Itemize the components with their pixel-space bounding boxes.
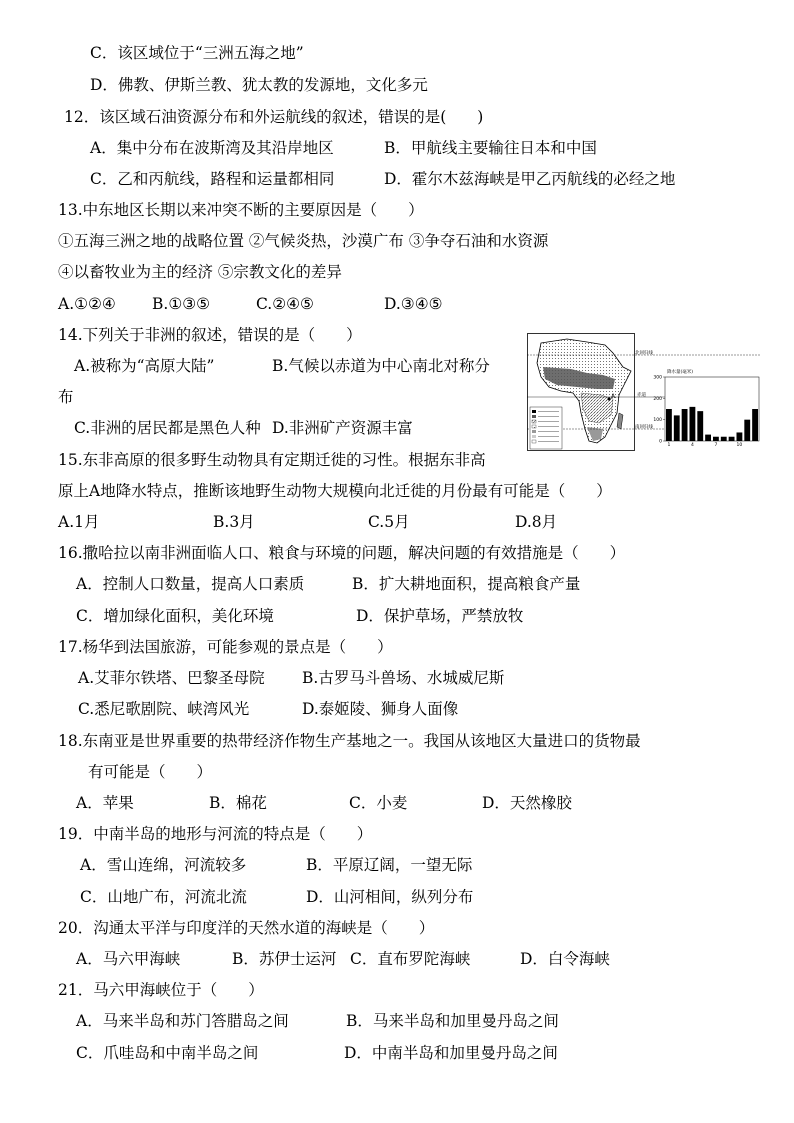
precip-bar-month-5 <box>697 411 703 441</box>
y-tick-label: 200 <box>653 396 662 402</box>
q14-option-a: A.被称为“高原大陆” <box>74 357 215 375</box>
x-tick-label: 10 <box>736 443 743 448</box>
q15-option-b: B.3月 <box>213 513 255 531</box>
precip-chart <box>653 368 759 448</box>
q14-stem: 14.下列关于非洲的叙述，错误的是（ ） <box>58 326 362 344</box>
precip-bar-month-8 <box>721 437 727 441</box>
precip-bar-month-4 <box>690 407 696 441</box>
q19-stem: 19．中南半岛的地形与河流的特点是（ ） <box>58 825 373 843</box>
q15-option-c: C.5月 <box>368 513 410 531</box>
equator-label: 赤道 <box>637 393 646 398</box>
precip-bar-month-12 <box>752 409 758 441</box>
q19-option-d: D．山河相间，纵列分布 <box>306 888 474 906</box>
q12-option-c: C．乙和丙航线，路程和运量都相同 <box>90 170 335 188</box>
q20-option-a: A．马六甲海峡 <box>76 950 181 968</box>
q16-option-a: A．控制人口数量，提高人口素质 <box>76 575 305 593</box>
q18-option-d: D．天然橡胶 <box>482 794 572 812</box>
q13-option-d: D.③④⑤ <box>384 295 443 313</box>
precip-bar-month-7 <box>713 437 719 441</box>
q13-option-b: B.①③⑤ <box>152 295 211 313</box>
q18-stem-line1: 18.东南亚是世界重要的热带经济作物生产基地之一。我国从该地区大量进口的货物最 <box>58 732 641 750</box>
q15-option-d: D.8月 <box>515 513 558 531</box>
q14-option-d: D.非洲矿产资源丰富 <box>272 419 413 437</box>
q18-option-a: A．苹果 <box>76 794 134 812</box>
q11-option-c: C．该区域位于“三洲五海之地” <box>90 44 304 62</box>
q12-option-b: B．甲航线主要输往日本和中国 <box>384 139 597 157</box>
precip-bar-month-9 <box>729 437 735 441</box>
africa-figure <box>527 333 761 451</box>
map-legend <box>530 407 562 449</box>
precip-bar-month-6 <box>705 435 711 441</box>
q18-stem-line2: 有可能是（ ） <box>88 763 213 781</box>
q21-option-a: A．马来半岛和苏门答腊岛之间 <box>76 1012 289 1030</box>
q13-line2: ④以畜牧业为主的经济 ⑤宗教文化的差异 <box>58 263 342 281</box>
q21-stem: 21．马六甲海峡位于（ ） <box>58 981 264 999</box>
q18-option-c: C．小麦 <box>349 794 408 812</box>
q16-option-b: B．扩大耕地面积，提高粮食产量 <box>352 575 581 593</box>
q14-option-c: C.非洲的居民都是黑色人种 <box>74 419 261 437</box>
q19-option-a: A．雪山连绵，河流较多 <box>80 856 247 874</box>
q15-stem-line1: 15.东非高原的很多野生动物具有定期迁徙的习性。根据东非高 <box>58 451 486 469</box>
x-tick-label: 1 <box>667 443 671 448</box>
q17-option-d: D.泰姬陵、狮身人面像 <box>302 700 459 718</box>
q20-option-d: D．白令海峡 <box>520 950 610 968</box>
africa-figure-svg <box>527 333 761 451</box>
q17-option-a: A.艾菲尔铁塔、巴黎圣母院 <box>78 669 265 687</box>
q11-option-d: D．佛教、伊斯兰教、犹太教的发源地，文化多元 <box>90 76 428 94</box>
y-tick-label: 300 <box>653 375 662 381</box>
point-a-label: A <box>611 393 616 400</box>
precip-bar-month-1 <box>666 409 672 441</box>
q16-stem: 16.撒哈拉以南非洲面临人口、粮食与环境的问题，解决问题的有效措施是（ ） <box>58 544 626 562</box>
q17-stem: 17.杨华到法国旅游，可能参观的景点是（ ） <box>58 638 393 656</box>
x-tick-label: 4 <box>690 443 694 448</box>
q13-stem: 13.中东地区长期以来冲突不断的主要原因是（ ） <box>58 201 424 219</box>
q14-option-b: B.气候以赤道为中心南北对称分 <box>272 357 490 375</box>
precip-bar-month-11 <box>744 420 750 441</box>
q15-stem-line2: 原上A地降水特点，推断该地野生动物大规模向北迁徙的月份最有可能是（ ） <box>58 482 612 500</box>
q20-option-b: B．苏伊士运河 <box>232 950 337 968</box>
q16-option-d: D．保护草场，严禁放牧 <box>356 607 524 625</box>
y-tick-label: 0 <box>659 439 662 445</box>
q20-option-c: C．直布罗陀海峡 <box>350 950 471 968</box>
q13-option-a: A.①②④ <box>58 295 116 313</box>
q15-option-a: A.1月 <box>58 513 100 531</box>
q21-option-d: D．中南半岛和加里曼丹岛之间 <box>344 1044 558 1062</box>
tropic-south-label: 南回归线 <box>635 425 653 430</box>
q17-option-c: C.悉尼歌剧院、峡湾风光 <box>78 700 250 718</box>
q16-option-c: C．增加绿化面积，美化环境 <box>76 607 274 625</box>
x-tick-label: 7 <box>714 443 718 448</box>
q19-option-b: B．平原辽阔，一望无际 <box>306 856 473 874</box>
precip-bar-month-3 <box>682 409 688 441</box>
y-tick-label: 100 <box>653 418 662 424</box>
precip-bar-month-2 <box>674 415 680 441</box>
q21-option-c: C．爪哇岛和中南半岛之间 <box>76 1044 259 1062</box>
q17-option-b: B.古罗马斗兽场、水城威尼斯 <box>302 669 505 687</box>
precip-bar-month-10 <box>737 432 743 441</box>
q19-option-c: C．山地广布，河流北流 <box>80 888 247 906</box>
q21-option-b: B．马来半岛和加里曼丹岛之间 <box>346 1012 559 1030</box>
tropic-north-label: 北回归线 <box>635 351 653 356</box>
q20-stem: 20．沟通太平洋与印度洋的天然水道的海峡是（ ） <box>58 919 435 937</box>
q18-option-b: B．棉花 <box>209 794 267 812</box>
q14-option-b-cont: 布 <box>58 388 74 406</box>
q13-line1: ①五海三洲之地的战略位置 ②气候炎热，沙漠广布 ③争夺石油和水资源 <box>58 232 549 250</box>
q12-option-a: A．集中分布在波斯湾及其沿岸地区 <box>90 139 334 157</box>
q12-stem: 12．该区域石油资源分布和外运航线的叙述，错误的是( ) <box>64 108 484 126</box>
q13-option-c: C.②④⑤ <box>256 295 314 313</box>
chart-title: 降水量(毫米) <box>667 370 694 375</box>
q12-option-d: D．霍尔木兹海峡是甲乙丙航线的必经之地 <box>384 170 676 188</box>
